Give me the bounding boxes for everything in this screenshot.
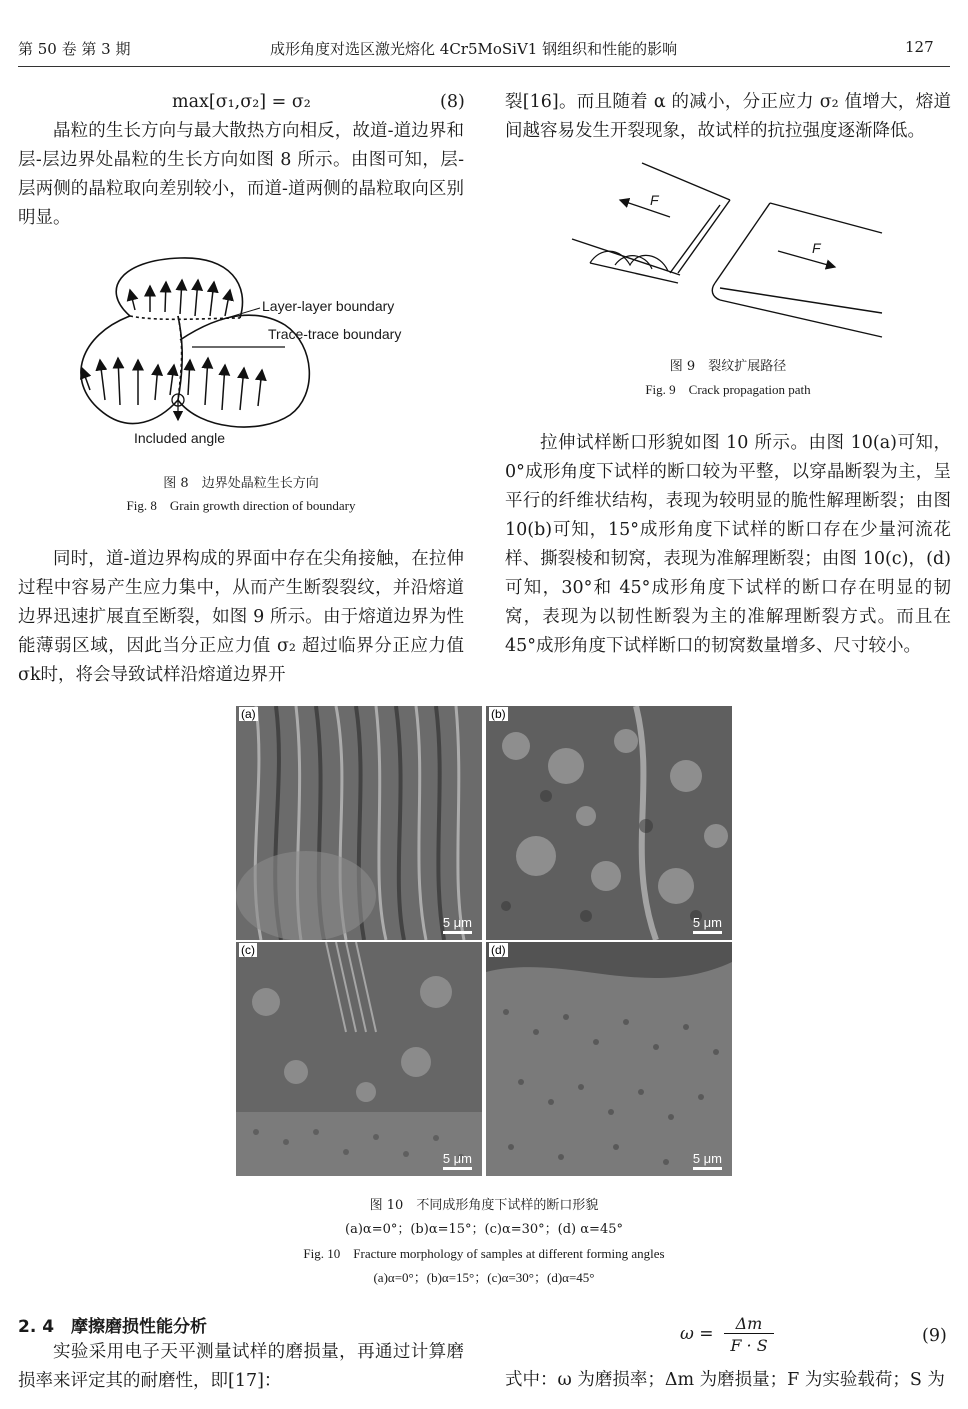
header-rule: [18, 66, 950, 67]
force-label-left: F: [650, 192, 659, 208]
figure-10-caption-en-sub: (a)α=0°；(b)α=15°；(c)α=30°；(d)α=45°: [373, 1270, 595, 1285]
figure-9-diagram: [560, 155, 890, 345]
paragraph-fracture-morphology: 拉伸试样断口形貌如图 10 所示。由图 10(a)可知，0°成形角度下试样的断口较为平整，以穿晶断裂为主，呈平行的纤维状结构，表现为较明显的脆性解理断裂；由图 10(b)可知，15°成形角度下试样的断口存在少量河流花样、撕裂棱和韧窝，表现为准解理断裂；由图 10(c)，(d)可知，30°和 45°成形角度下试样的断口存在明显的韧窝，表现为以韧性断裂为主的准解理断裂方式。而且在 45°成形角度下试样断口的韧窝数量增多、尺寸较小。: [505, 433, 951, 656]
figure-9-caption-en: Fig. 9 Crack propagation path: [645, 382, 811, 397]
paragraph-crack-propagation: 同时，道-道边界构成的界面中存在尖角接触，在拉伸过程中容易产生应力集中，从而产生断裂裂纹，并沿熔道边界迅速扩展直至断裂，如图 9 所示。由于熔道边界为性能薄弱区域，因此当分正应力值 σ₂ 超过临界分正应力值σk时，将会导致试样沿熔道边界开: [18, 549, 464, 685]
journal-volume-issue: 第 50 卷 第 3 期: [18, 40, 131, 58]
equation-9-numerator: Δm: [724, 1314, 774, 1334]
sem-panel-d: [486, 942, 732, 1176]
paragraph-where: 式中：ω 为磨损率；Δm 为磨损量；F 为实验载荷；S 为: [505, 1370, 945, 1390]
figure-10-caption-cn: 图 10 不同成形角度下试样的断口形貌: [369, 1198, 599, 1213]
paragraph-cracking-continued: 裂[16]。而且随着 α 的减小，分正应力 σ₂ 值增大，熔道间越容易发生开裂现象，故试样的抗拉强度逐渐降低。: [505, 92, 951, 141]
figure-8-diagram: [60, 250, 440, 460]
equation-8-number: (8): [440, 92, 465, 112]
panel-tag-a: (a): [241, 707, 256, 721]
sem-panel-c: [236, 942, 482, 1176]
scale-bar-c: 5 μm: [443, 1151, 472, 1170]
scale-bar-a: 5 μm: [443, 915, 472, 934]
figure-10-caption-en: Fig. 10 Fracture morphology of samples at different forming angles: [303, 1246, 665, 1261]
equation-9-denominator: F · S: [730, 1336, 768, 1355]
figure-8-caption-cn: 图 8 边界处晶粒生长方向: [163, 476, 319, 491]
label-included-angle: Included angle: [134, 430, 226, 446]
running-title: 成形角度对选区激光熔化 4Cr5MoSiV1 钢组织和性能的影响: [270, 40, 678, 58]
label-layer-boundary: Layer-layer boundary: [262, 298, 395, 314]
figure-10-caption-cn-sub: (a)α=0°；(b)α=15°；(c)α=30°；(d) α=45°: [345, 1222, 623, 1237]
panel-tag-b: (b): [491, 707, 506, 721]
force-label-right: F: [812, 240, 821, 256]
paragraph-wear-method: 实验采用电子天平测量试样的磨损量，再通过计算磨损率来评定其的耐磨性，即[17]：: [18, 1342, 464, 1391]
equation-9-number: (9): [922, 1326, 947, 1346]
scale-bar-d: 5 μm: [693, 1151, 722, 1170]
sem-panel-b: [486, 706, 732, 940]
label-trace-boundary: Trace-trace boundary: [268, 326, 402, 342]
sem-panel-a: [236, 706, 482, 940]
section-heading: 2. 4 摩擦磨损性能分析: [18, 1317, 208, 1337]
scale-bar-b: 5 μm: [693, 915, 722, 934]
equation-9-lhs: ω =: [680, 1324, 714, 1344]
page-number: 127: [905, 38, 934, 56]
panel-tag-d: (d): [491, 943, 506, 957]
panel-tag-c: (c): [241, 943, 255, 957]
figure-9-caption-cn: 图 9 裂纹扩展路径: [669, 359, 787, 374]
paragraph-grain-direction: 晶粒的生长方向与最大散热方向相反，故道-道边界和层-层边界处晶粒的生长方向如图 8 所示。由图可知，层-层两侧的晶粒取向差别较小，而道-道两侧的晶粒取向区别明显。: [18, 121, 464, 228]
equation-8: max[σ₁,σ₂] = σ₂: [172, 92, 311, 112]
figure-8-caption-en: Fig. 8 Grain growth direction of boundary: [126, 498, 356, 513]
